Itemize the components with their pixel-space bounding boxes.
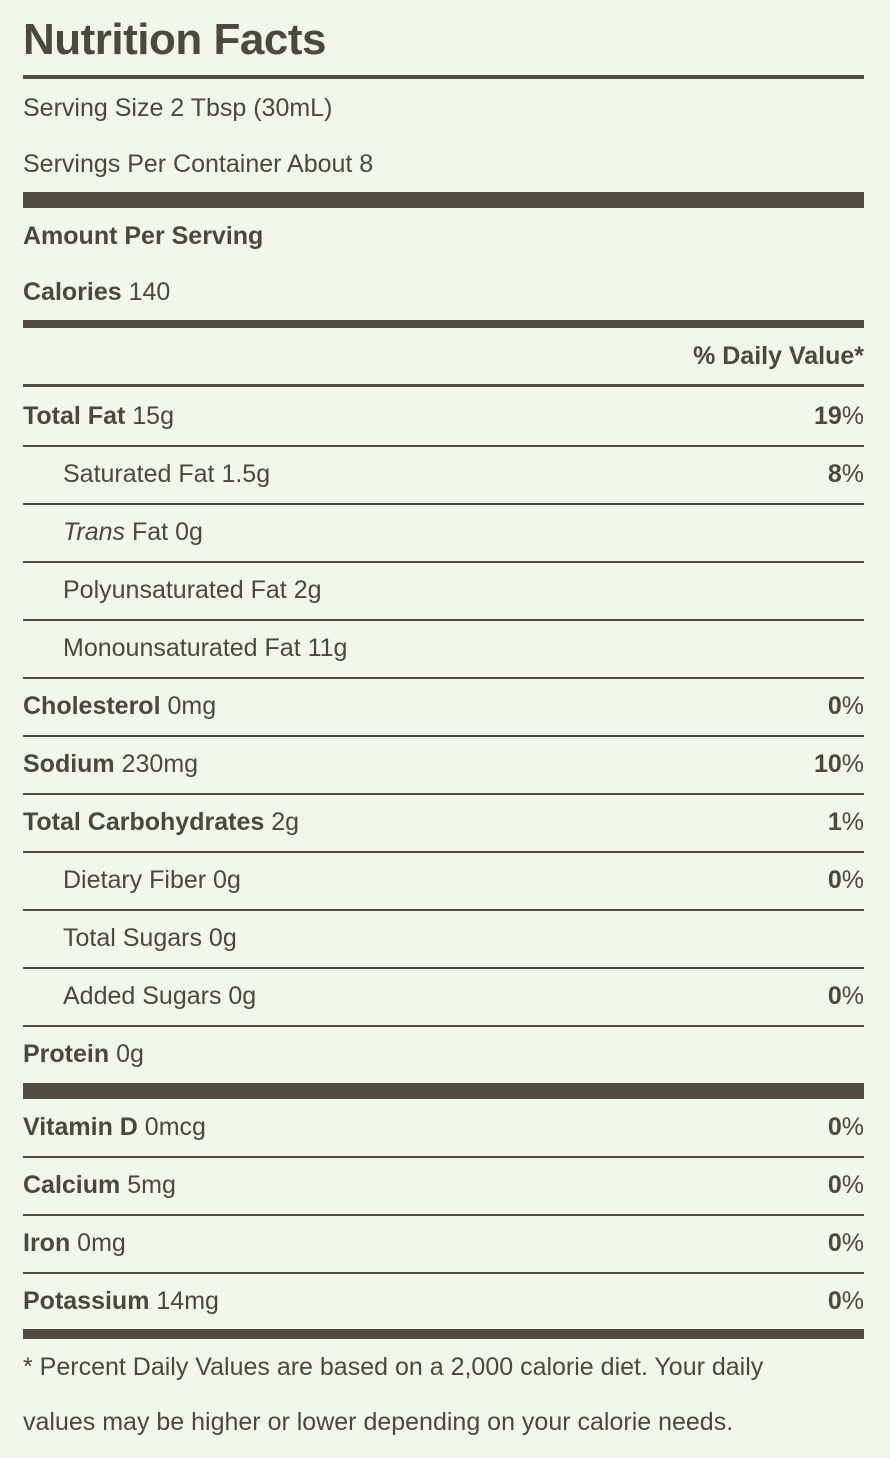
percent-sign: % — [841, 692, 864, 720]
nutrient-row — [23, 387, 864, 445]
nutrient-name — [23, 1098, 206, 1156]
nutrient-amount: 230mg — [121, 750, 199, 778]
nutrient-label: Polyunsaturated Fat — [63, 576, 287, 604]
daily-value-percent — [828, 793, 864, 851]
nutrient-row — [23, 967, 864, 1025]
footnote-line-2: values may be higher or lower depending on your calorie needs. — [23, 1408, 734, 1436]
nutrient-row — [23, 851, 864, 909]
nutrient-label: Dietary Fiber — [63, 866, 207, 894]
nutrient-row — [23, 793, 864, 851]
thick-rule-2 — [23, 320, 864, 328]
nutrient-label: Potassium — [23, 1287, 150, 1315]
percent-number: 0 — [827, 1113, 842, 1141]
label-title: Nutrition Facts — [23, 15, 326, 64]
nutrient-label: Total Fat — [23, 402, 126, 430]
nutrient-row — [23, 909, 864, 967]
nutrient-amount: 0g — [213, 866, 241, 894]
percent-sign: % — [841, 1171, 864, 1199]
percent-number: 0 — [827, 982, 842, 1010]
percent-sign: % — [841, 866, 864, 894]
percent-sign: % — [841, 982, 864, 1010]
percent-number: 8 — [827, 460, 842, 488]
nutrient-amount: 0mcg — [144, 1113, 206, 1141]
nutrient-row — [23, 1156, 864, 1214]
nutrient-label: Total Sugars — [63, 924, 202, 952]
nutrient-label: Calcium — [23, 1171, 121, 1199]
amount-per-serving: Amount Per Serving — [23, 222, 264, 250]
serving-size: Serving Size 2 Tbsp (30mL) — [23, 94, 333, 122]
nutrient-amount: 15g — [132, 402, 174, 430]
percent-sign: % — [841, 1229, 864, 1257]
nutrient-name — [23, 1025, 144, 1083]
nutrient-amount: 2g — [293, 576, 322, 604]
percent-sign: % — [841, 460, 864, 488]
nutrient-name — [23, 387, 174, 445]
percent-sign: % — [841, 1113, 864, 1141]
percent-number: 0 — [827, 1287, 842, 1315]
nutrient-name — [63, 909, 237, 967]
nutrient-row — [23, 677, 864, 735]
nutrient-name — [23, 735, 198, 793]
nutrient-label: Sodium — [23, 750, 115, 778]
thick-rule-1 — [23, 192, 864, 208]
nutrient-amount: 0g — [228, 982, 257, 1010]
nutrient-name — [23, 793, 299, 851]
servings-per-container: Servings Per Container About 8 — [23, 150, 374, 178]
nutrient-name — [23, 1214, 126, 1272]
nutrient-row — [23, 445, 864, 503]
nutrient-label: Iron — [23, 1229, 71, 1257]
nutrient-amount: 1.5g — [221, 460, 271, 488]
daily-value-percent — [828, 967, 864, 1025]
nutrient-amount: 14mg — [156, 1287, 219, 1315]
nutrient-label: Trans — [63, 518, 126, 546]
percent-number: 19 — [813, 402, 842, 430]
nutrient-label: Monounsaturated Fat — [63, 634, 301, 662]
nutrient-row — [23, 1025, 864, 1083]
nutrient-amount: 5mg — [127, 1171, 176, 1199]
nutrient-name — [63, 619, 347, 677]
percent-number: 0 — [827, 1171, 842, 1199]
nutrient-row — [23, 1214, 864, 1272]
nutrient-amount: 0g — [116, 1040, 144, 1068]
nutrient-name — [63, 561, 322, 619]
percent-sign: % — [841, 1287, 864, 1315]
daily-value-percent — [828, 1272, 864, 1330]
nutrient-row — [23, 1098, 864, 1156]
percent-sign: % — [841, 402, 864, 430]
daily-value-percent — [828, 1156, 864, 1214]
nutrient-name — [63, 503, 203, 561]
nutrient-name — [23, 1156, 176, 1214]
percent-sign: % — [841, 808, 864, 836]
nutrient-label-suffix: Fat — [125, 518, 169, 546]
percent-number: 0 — [827, 692, 842, 720]
nutrient-amount: 0g — [208, 924, 237, 952]
title-rule — [23, 75, 864, 79]
nutrient-row — [23, 503, 864, 561]
thick-rule-3 — [23, 1083, 864, 1099]
percent-number: 0 — [827, 1229, 842, 1257]
daily-value-header: % Daily Value* — [693, 342, 864, 370]
nutrient-name — [23, 1272, 219, 1330]
daily-value-percent — [828, 677, 864, 735]
nutrient-row — [23, 619, 864, 677]
nutrient-label: Saturated Fat — [63, 460, 215, 488]
nutrient-name — [63, 445, 270, 503]
thick-rule-4 — [23, 1329, 864, 1339]
nutrient-label: Protein — [23, 1040, 110, 1068]
nutrient-amount: 0mg — [77, 1229, 126, 1257]
nutrient-row — [23, 1272, 864, 1330]
nutrient-name — [63, 967, 256, 1025]
nutrient-amount: 11g — [307, 634, 348, 662]
nutrient-row — [23, 735, 864, 793]
footnote-line-1: * Percent Daily Values are based on a 2,000 calorie diet. Your daily — [23, 1353, 764, 1381]
calories-row — [23, 278, 170, 306]
percent-number: 1 — [827, 808, 842, 836]
nutrient-amount: 0mg — [167, 692, 217, 720]
percent-number: 10 — [813, 750, 842, 778]
nutrient-amount: 2g — [271, 808, 300, 836]
daily-value-percent — [828, 445, 864, 503]
daily-value-percent — [828, 1214, 864, 1272]
calories-label: Calories — [23, 278, 122, 306]
nutrient-label: Total Carbohydrates — [23, 808, 265, 836]
daily-value-percent — [814, 735, 864, 793]
nutrient-label: Vitamin D — [23, 1113, 138, 1141]
nutrient-name — [23, 677, 216, 735]
nutrient-row — [23, 561, 864, 619]
calories-value: 140 — [128, 278, 171, 306]
daily-value-percent — [814, 387, 864, 445]
nutrient-name — [63, 851, 241, 909]
nutrient-label: Added Sugars — [63, 982, 222, 1010]
daily-value-percent — [828, 851, 864, 909]
daily-value-percent — [828, 1098, 864, 1156]
nutrient-label: Cholesterol — [23, 692, 161, 720]
percent-number: 0 — [827, 866, 842, 894]
percent-sign: % — [841, 750, 864, 778]
nutrient-amount: 0g — [175, 518, 203, 546]
